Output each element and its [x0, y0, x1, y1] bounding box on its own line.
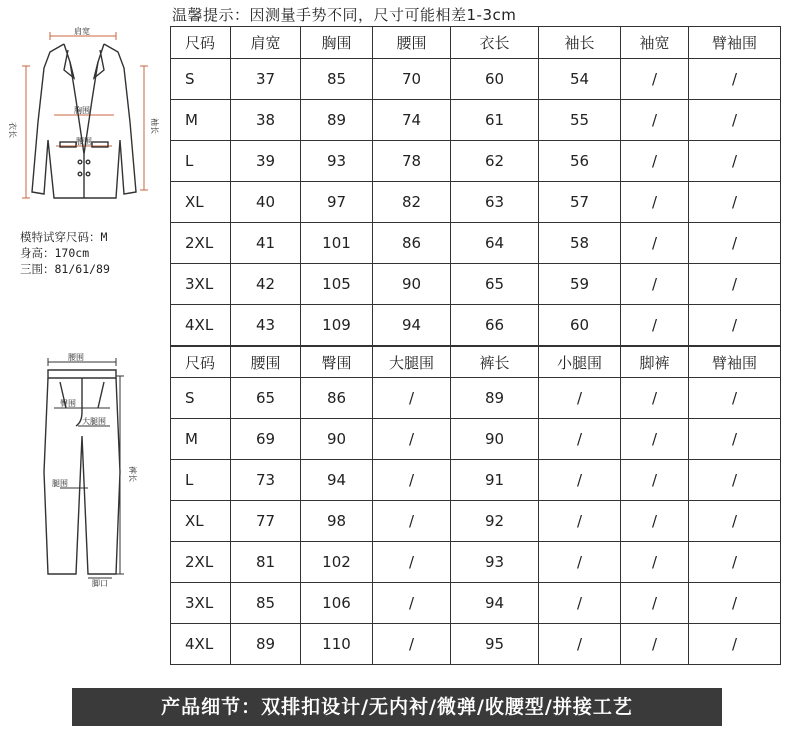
table-cell: /: [539, 378, 621, 419]
table-cell: /: [373, 460, 451, 501]
header-cell: 腰围: [231, 347, 301, 378]
table-cell: 93: [451, 542, 539, 583]
table-cell: 95: [451, 624, 539, 665]
table-cell: /: [689, 182, 781, 223]
header-cell: 臂袖围: [689, 27, 781, 59]
table-cell: /: [621, 378, 689, 419]
table-cell: 77: [231, 501, 301, 542]
size-cell: S: [171, 378, 231, 419]
table-cell: 86: [301, 378, 373, 419]
table-cell: /: [373, 542, 451, 583]
table-row: [171, 542, 781, 583]
table-cell: /: [621, 305, 689, 346]
size-cell: XL: [171, 501, 231, 542]
table-row: [171, 583, 781, 624]
table-cell: 70: [373, 59, 451, 100]
table-cell: 92: [451, 501, 539, 542]
table-row: [171, 182, 781, 223]
pants-length-label: 裤长: [128, 466, 137, 482]
table-cell: 102: [301, 542, 373, 583]
table-cell: /: [539, 460, 621, 501]
table-cell: /: [689, 501, 781, 542]
table-cell: 89: [301, 100, 373, 141]
table-cell: 89: [451, 378, 539, 419]
table-cell: 105: [301, 264, 373, 305]
table-cell: /: [539, 542, 621, 583]
table-cell: /: [689, 305, 781, 346]
size-cell: 3XL: [171, 583, 231, 624]
model-info: [20, 229, 110, 277]
model-measurements: 三围：81/61/89: [20, 262, 110, 276]
table-cell: /: [621, 542, 689, 583]
pants-waist-label: 腰围: [68, 353, 84, 362]
table-cell: 57: [539, 182, 621, 223]
table-cell: /: [689, 460, 781, 501]
table-cell: 101: [301, 223, 373, 264]
table-cell: 60: [451, 59, 539, 100]
table-cell: 98: [301, 501, 373, 542]
thigh-label: 大腿围: [82, 417, 106, 426]
table-cell: /: [689, 264, 781, 305]
header-cell: 袖宽: [621, 27, 689, 59]
header-cell: 胸围: [301, 27, 373, 59]
table-cell: 94: [451, 583, 539, 624]
table-cell: 110: [301, 624, 373, 665]
table-cell: /: [621, 419, 689, 460]
model-height: 身高：170cm: [20, 246, 90, 260]
table-cell: /: [621, 182, 689, 223]
table-cell: 59: [539, 264, 621, 305]
table-cell: 69: [231, 419, 301, 460]
table-cell: 90: [301, 419, 373, 460]
table-cell: 94: [373, 305, 451, 346]
length-label: 衣长: [8, 122, 17, 138]
size-cell: 4XL: [171, 305, 231, 346]
header-cell: 尺码: [171, 27, 231, 59]
table-cell: /: [621, 264, 689, 305]
table-row: [171, 378, 781, 419]
table-header-row: [171, 27, 781, 59]
table-cell: /: [689, 59, 781, 100]
table-cell: 64: [451, 223, 539, 264]
header-cell: 衣长: [451, 27, 539, 59]
table-cell: /: [621, 583, 689, 624]
table-cell: /: [373, 419, 451, 460]
table-cell: 109: [301, 305, 373, 346]
table-cell: 65: [231, 378, 301, 419]
header-cell: 肩宽: [231, 27, 301, 59]
table-cell: 37: [231, 59, 301, 100]
size-cell: XL: [171, 182, 231, 223]
table-cell: /: [689, 583, 781, 624]
table-cell: 41: [231, 223, 301, 264]
table-row: [171, 419, 781, 460]
table-row: [171, 460, 781, 501]
waist-label: 腰围: [76, 137, 92, 146]
table-row: [171, 141, 781, 182]
table-cell: 55: [539, 100, 621, 141]
table-cell: 78: [373, 141, 451, 182]
table-cell: 97: [301, 182, 373, 223]
pants-diagram-icon: [8, 352, 148, 588]
table-header-row: [171, 347, 781, 378]
size-cell: L: [171, 141, 231, 182]
model-size: 模特试穿尺码：M: [20, 230, 108, 244]
table-cell: 63: [451, 182, 539, 223]
table-cell: /: [373, 501, 451, 542]
table-cell: 82: [373, 182, 451, 223]
table-cell: /: [539, 583, 621, 624]
table-cell: 81: [231, 542, 301, 583]
header-cell: 小腿围: [539, 347, 621, 378]
header-cell: 臂袖围: [689, 347, 781, 378]
size-cell: 2XL: [171, 223, 231, 264]
size-cell: L: [171, 460, 231, 501]
hip-label: 臀围: [60, 399, 76, 408]
table-cell: /: [621, 141, 689, 182]
table-cell: /: [621, 624, 689, 665]
table-row: [171, 501, 781, 542]
header-cell: 袖长: [539, 27, 621, 59]
table-cell: 73: [231, 460, 301, 501]
table-cell: 60: [539, 305, 621, 346]
table-cell: /: [621, 223, 689, 264]
table-cell: /: [689, 419, 781, 460]
table-cell: 61: [451, 100, 539, 141]
table-cell: /: [373, 583, 451, 624]
header-cell: 腰围: [373, 27, 451, 59]
table-cell: /: [539, 624, 621, 665]
table-cell: /: [689, 624, 781, 665]
hem-label: 脚口: [92, 579, 108, 588]
table-cell: 42: [231, 264, 301, 305]
table-cell: /: [689, 141, 781, 182]
size-cell: M: [171, 419, 231, 460]
table-cell: 94: [301, 460, 373, 501]
size-cell: M: [171, 100, 231, 141]
table-cell: /: [689, 100, 781, 141]
jacket-diagram-icon: [4, 22, 166, 208]
table-cell: 85: [301, 59, 373, 100]
table-cell: 85: [231, 583, 301, 624]
header-cell: 臀围: [301, 347, 373, 378]
table-cell: 56: [539, 141, 621, 182]
table-cell: /: [539, 501, 621, 542]
table-cell: 43: [231, 305, 301, 346]
table-cell: /: [621, 501, 689, 542]
table-cell: /: [539, 419, 621, 460]
table-cell: /: [689, 378, 781, 419]
product-details-banner: 产品细节：双排扣设计/无内衬/微弹/收腰型/拼接工艺: [72, 688, 722, 726]
table-cell: 86: [373, 223, 451, 264]
table-cell: /: [689, 223, 781, 264]
table-cell: 58: [539, 223, 621, 264]
size-cell: 3XL: [171, 264, 231, 305]
header-cell: 尺码: [171, 347, 231, 378]
table-row: [171, 624, 781, 665]
table-cell: 65: [451, 264, 539, 305]
jacket-size-table: [170, 26, 781, 346]
header-cell: 大腿围: [373, 347, 451, 378]
table-cell: 89: [231, 624, 301, 665]
table-cell: 62: [451, 141, 539, 182]
table-cell: 54: [539, 59, 621, 100]
table-cell: /: [621, 59, 689, 100]
table-row: [171, 59, 781, 100]
size-cell: 4XL: [171, 624, 231, 665]
chest-label: 胸围: [74, 106, 90, 115]
table-row: [171, 264, 781, 305]
table-row: [171, 100, 781, 141]
pants-size-table: [170, 346, 781, 665]
table-cell: 38: [231, 100, 301, 141]
table-cell: 90: [451, 419, 539, 460]
table-cell: 66: [451, 305, 539, 346]
header-cell: 裤长: [451, 347, 539, 378]
sleeve-label: 袖长: [150, 118, 159, 134]
table-cell: 90: [373, 264, 451, 305]
table-cell: /: [621, 460, 689, 501]
size-cell: S: [171, 59, 231, 100]
table-row: [171, 305, 781, 346]
size-cell: 2XL: [171, 542, 231, 583]
table-cell: 91: [451, 460, 539, 501]
leg-label: 腿围: [52, 479, 68, 488]
table-cell: /: [621, 100, 689, 141]
table-cell: 40: [231, 182, 301, 223]
shoulder-label: 肩宽: [74, 27, 90, 36]
header-cell: 脚裤: [621, 347, 689, 378]
table-cell: 106: [301, 583, 373, 624]
table-cell: 74: [373, 100, 451, 141]
measurement-tip: 温馨提示：因测量手势不同，尺寸可能相差1-3cm: [172, 6, 517, 24]
table-row: [171, 223, 781, 264]
table-cell: /: [373, 624, 451, 665]
table-cell: /: [373, 378, 451, 419]
table-cell: /: [689, 542, 781, 583]
table-cell: 39: [231, 141, 301, 182]
table-cell: 93: [301, 141, 373, 182]
